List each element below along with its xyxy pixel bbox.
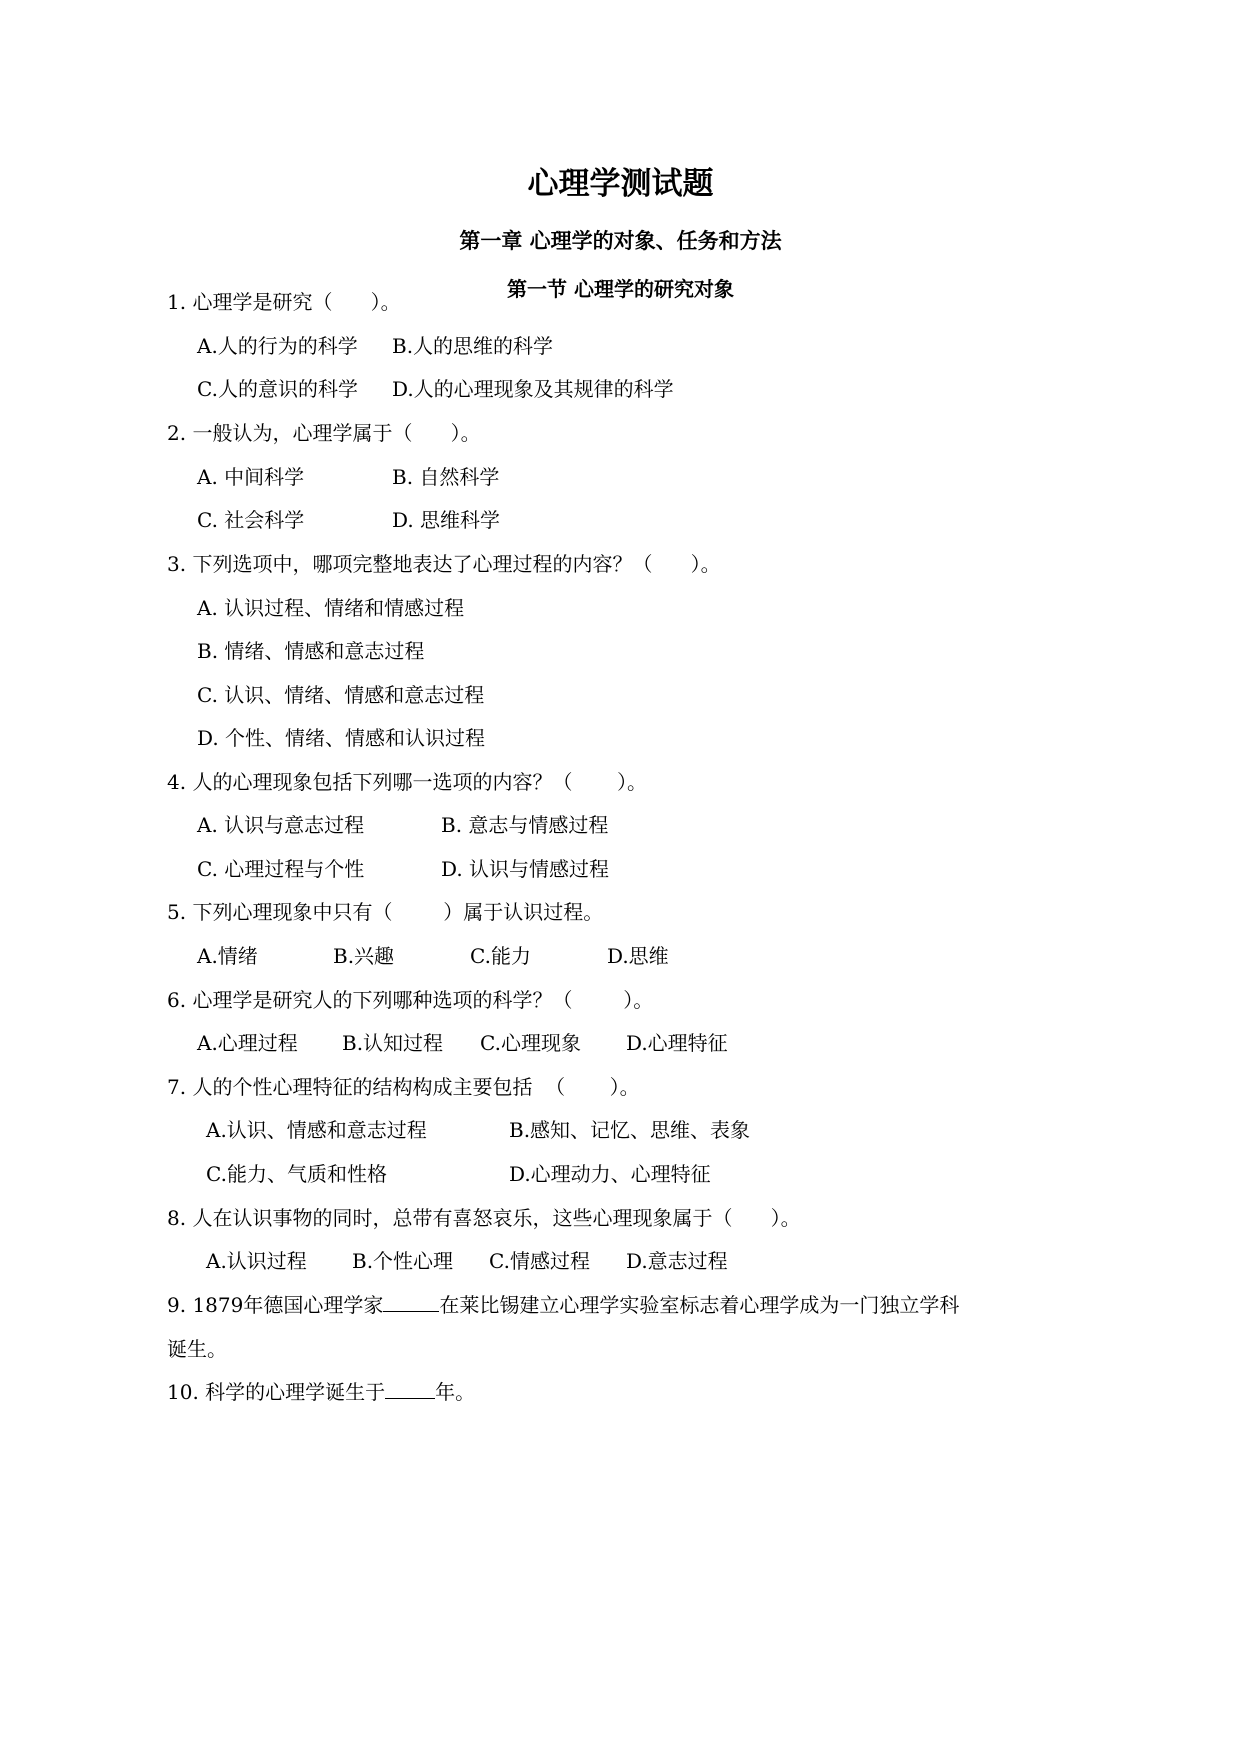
question-9-text-before: 9. 1879年德国心理学家 bbox=[167, 1293, 384, 1317]
section-heading: 第一节 心理学的研究对象 bbox=[507, 277, 734, 301]
question-2-option-b: B. 自然科学 bbox=[392, 465, 500, 489]
question-7-option-b: B.感知、记忆、思维、表象 bbox=[509, 1118, 751, 1142]
question-1-stem: 1. 心理学是研究（ ）。 bbox=[167, 290, 401, 314]
question-10-text-after: 年。 bbox=[435, 1380, 476, 1404]
question-4-option-c: C. 心理过程与个性 bbox=[197, 857, 365, 881]
question-3-stem: 3. 下列选项中，哪项完整地表达了心理过程的内容？（ ）。 bbox=[167, 552, 721, 576]
chapter-heading: 第一章 心理学的对象、任务和方法 bbox=[459, 229, 782, 253]
question-8-option-d: D.意志过程 bbox=[626, 1249, 728, 1273]
question-3-option-b: B. 情绪、情感和意志过程 bbox=[197, 639, 425, 663]
question-9-blank bbox=[383, 1293, 439, 1312]
question-10-line bbox=[167, 1380, 475, 1404]
question-8-option-b: B.个性心理 bbox=[352, 1249, 454, 1273]
question-9-continuation: 诞生。 bbox=[167, 1337, 227, 1361]
question-8-option-a: A.认识过程 bbox=[206, 1249, 307, 1273]
question-1-option-a: A.人的行为的科学 bbox=[197, 334, 358, 358]
question-7-option-d: D.心理动力、心理特征 bbox=[509, 1162, 711, 1186]
question-5-stem: 5. 下列心理现象中只有（ ）属于认识过程。 bbox=[167, 900, 604, 924]
question-2-option-a: A. 中间科学 bbox=[197, 465, 305, 489]
question-7-option-a: A.认识、情感和意志过程 bbox=[206, 1118, 427, 1142]
question-4-option-b: B. 意志与情感过程 bbox=[441, 813, 609, 837]
question-2-option-d: D. 思维科学 bbox=[392, 508, 501, 532]
question-8-stem: 8. 人在认识事物的同时，总带有喜怒哀乐，这些心理现象属于（ ）。 bbox=[167, 1206, 801, 1230]
question-6-option-a: A.心理过程 bbox=[197, 1031, 298, 1055]
document-title: 心理学测试题 bbox=[527, 166, 714, 202]
question-5-option-a: A.情绪 bbox=[197, 944, 258, 968]
question-3-option-a: A. 认识过程、情绪和情感过程 bbox=[197, 596, 465, 620]
question-3-option-c: C. 认识、情绪、情感和意志过程 bbox=[197, 683, 485, 707]
question-1-option-b: B.人的思维的科学 bbox=[392, 334, 554, 358]
question-10-blank bbox=[385, 1380, 435, 1399]
question-5-option-d: D.思维 bbox=[607, 944, 669, 968]
question-2-stem: 2. 一般认为，心理学属于（ ）。 bbox=[167, 421, 481, 445]
question-4-option-a: A. 认识与意志过程 bbox=[197, 813, 365, 837]
question-6-stem: 6. 心理学是研究人的下列哪种选项的科学？（ ）。 bbox=[167, 988, 654, 1012]
question-7-stem: 7. 人的个性心理特征的结构构成主要包括 （ ）。 bbox=[167, 1075, 640, 1099]
question-1-option-d: D.人的心理现象及其规律的科学 bbox=[392, 377, 674, 401]
question-4-option-d: D. 认识与情感过程 bbox=[441, 857, 610, 881]
question-7-option-c: C.能力、气质和性格 bbox=[206, 1162, 387, 1186]
question-6-option-b: B.认知过程 bbox=[342, 1031, 444, 1055]
question-9-text-after: 在莱比锡建立心理学实验室标志着心理学成为一门独立学科 bbox=[439, 1293, 960, 1317]
question-10-text-before: 10. 科学的心理学诞生于 bbox=[167, 1380, 386, 1404]
question-6-option-c: C.心理现象 bbox=[480, 1031, 581, 1055]
question-9-line bbox=[167, 1293, 959, 1317]
question-1-option-c: C.人的意识的科学 bbox=[197, 377, 358, 401]
question-4-stem: 4. 人的心理现象包括下列哪一选项的内容？（ ）。 bbox=[167, 770, 647, 794]
question-5-option-b: B.兴趣 bbox=[333, 944, 395, 968]
question-8-option-c: C.情感过程 bbox=[489, 1249, 590, 1273]
question-6-option-d: D.心理特征 bbox=[626, 1031, 728, 1055]
question-3-option-d: D. 个性、情绪、情感和认识过程 bbox=[197, 726, 486, 750]
question-2-option-c: C. 社会科学 bbox=[197, 508, 305, 532]
question-5-option-c: C.能力 bbox=[470, 944, 531, 968]
